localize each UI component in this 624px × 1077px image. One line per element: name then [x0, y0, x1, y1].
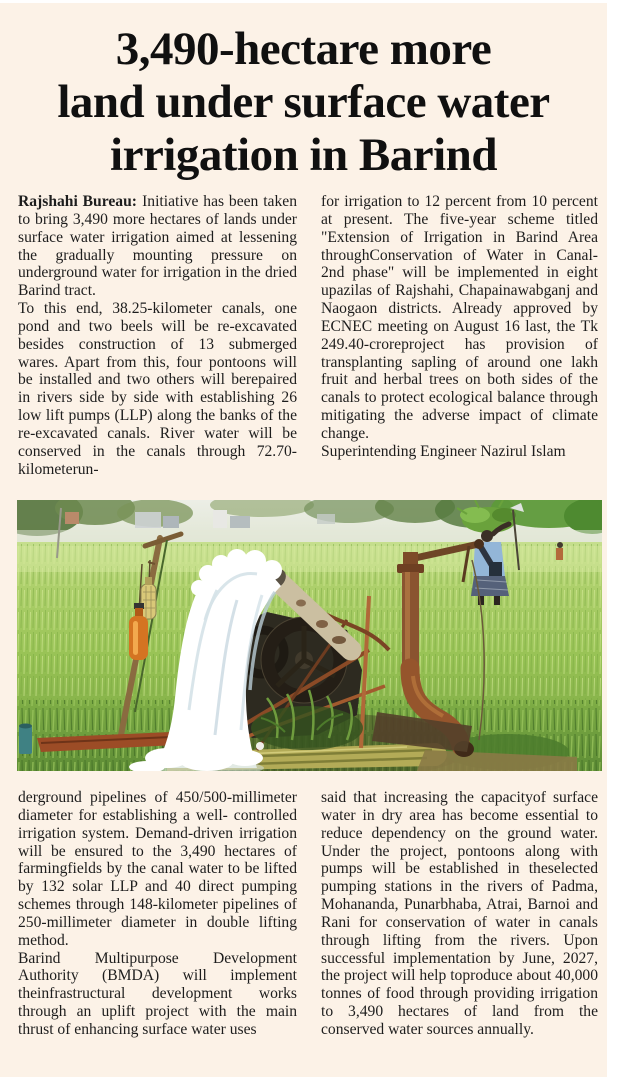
paragraph: To this end, 38.25-kilometer canals, one pond and two beels will be re-excavated besides construction of 13 submerged wares. Apart from this, four pontoons will be installed and two others will berepaired in rivers side by side with establishing 26 low lift pumps (LLP) along the banks of the re-excavated canals. River water will be conserved in the canals through 72.70-kilometerun-: [18, 300, 297, 478]
headline-line-3: irrigation in Barind: [110, 129, 497, 181]
column-bottom-right: [321, 789, 598, 1039]
paragraph-lead: [18, 193, 297, 300]
column-top-left: [18, 193, 297, 479]
teal-can: [19, 724, 32, 755]
headline-line-2: land under surface water: [57, 76, 550, 128]
paragraph: derground pipelines of 450/500-millimeter diameter for establishing a well- controlled irrigation system. Demand-driven irrigation will be ensured to the 3,490 hectares of farmingfields by the canal water to be lifted by 132 solar LLP and 40 direct pumping schemes through 148-kilometer pipelines of 250-millimeter diameter in double lifting method.: [18, 789, 297, 949]
paragraph: said that increasing the capacityof surface water in dry area has become essential to reduce dependency on the ground water. Under the project, pontoons along with pumps will be established in theselected pumping stations in the rivers of Padma, Mohananda, Punarbhaba, Atrai, Barnoi and Rani for conservation of water in canals through lifting from the rivers. Upon successful implementation by June, 2027, the project will help toproduce about 40,000 tonnes of food through providing irrigation to 3,490 hectares of land from the conserved water sources annually.: [321, 789, 598, 1038]
paragraph-text: Initiative has been taken to bring 3,490 more hectares of lands under surface water irrigation aimed at lessening the gradually mounting pressure on underground water for irrigation in the dried Barind tract.: [18, 193, 297, 300]
headline-line-1: 3,490-hectare more: [115, 23, 492, 75]
paragraph: Barind Multipurpose Development Authority (BMDA) will implement theinfrastructural development works through an uplift project with the main thrust of enhancing surface water uses: [18, 949, 297, 1038]
irrigation-pump-illustration: [17, 500, 602, 771]
article-photo: [17, 500, 602, 771]
column-bottom-left: [18, 789, 297, 1039]
paragraph: Superintending Engineer Nazirul Islam: [321, 442, 566, 460]
byline: Rajshahi Bureau:: [18, 193, 137, 210]
newspaper-sheet: [0, 3, 607, 1077]
headline: [0, 23, 607, 182]
distant-figure: [556, 542, 563, 560]
paragraph: for irrigation to 12 percent from 10 percent at present. The five-year scheme titled "Extension of Irrigation in Barind Area throughConservation of Water in Canal- 2nd phase" will be implemented in eight upazilas of Rajshahi, Chapainawabganj and Naogaon districts. Already approved by ECNEC meeting on August 16 last, the Tk 249.40-croreproject has provision of transplanting sapling of around one lakh fruit and herbal trees on both sides of the canals to protect ecological balance through mitigating the adverse impact of climate change.: [321, 193, 598, 442]
column-top-right: [321, 193, 598, 461]
